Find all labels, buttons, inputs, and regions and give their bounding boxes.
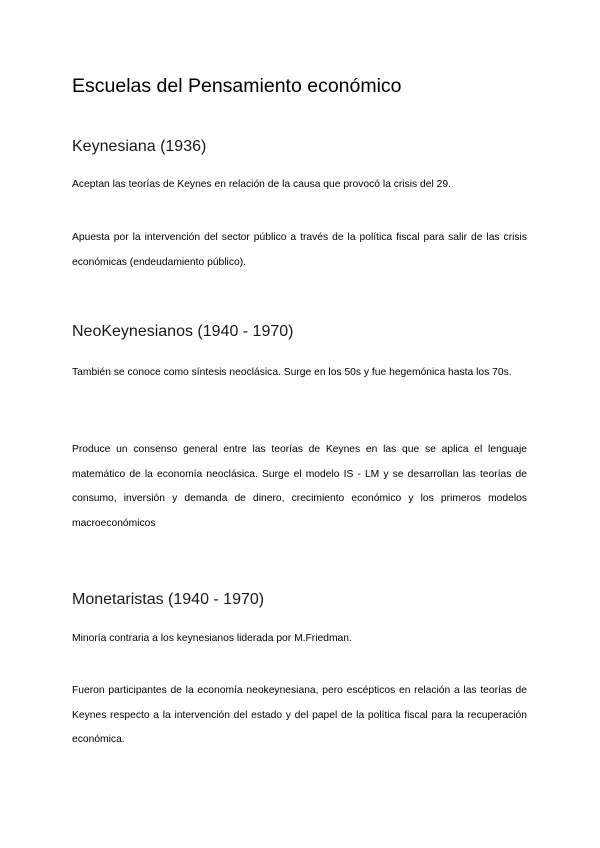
paragraph-monetaristas-1: Minoría contraria a los keynesianos liderada por M.Friedman. [72,633,352,644]
paragraph-neokeynesianos-2: Produce un consenso general entre las teorías de Keynes en las que se aplica el lenguaje matemático de la economía neoclásica. Surge el modelo IS - LM y se desarrollan las teorías de consumo, inversión y demanda de dinero, crecimiento económico y los primeros modelos macroeconómicos [72,444,527,529]
paragraph-keynesiana-2: Apuesta por la intervención del sector público a través de la política fiscal para salir de las crisis económicas (endeudamiento público). [72,232,527,268]
document-title: Escuelas del Pensamiento económico [72,75,402,97]
section-heading-monetaristas: Monetaristas (1940 - 1970) [72,591,265,608]
section-heading-neokeynesianos: NeoKeynesianos (1940 - 1970) [72,323,294,340]
section-heading-keynesiana: Keynesiana (1936) [72,138,207,155]
paragraph-monetaristas-2: Fueron participantes de la economía neokeynesiana, pero escépticos en relación a las teorías de Keynes respecto a la intervención del estado y del papel de la política fiscal para la recuperación económica. [72,685,527,745]
paragraph-neokeynesianos-1: También se conoce como síntesis neoclásica. Surge en los 50s y fue hegemónica hasta los 70s. [72,367,512,378]
paragraph-keynesiana-1: Aceptan las teorías de Keynes en relación de la causa que provocó la crisis del 29. [72,179,451,190]
